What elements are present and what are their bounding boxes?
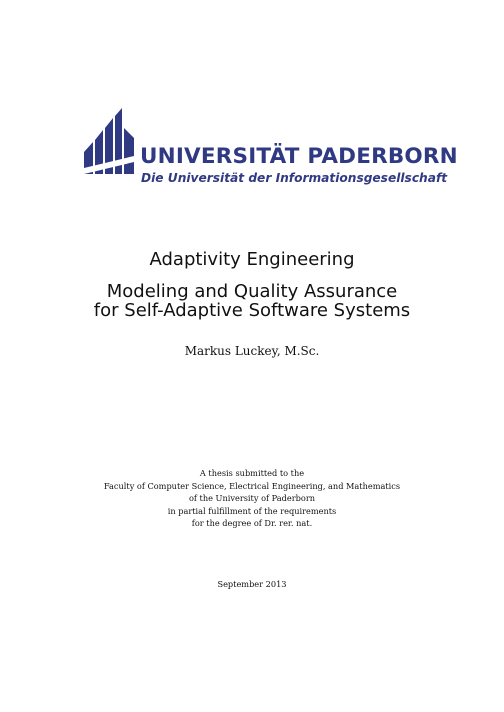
statement-line: Faculty of Computer Science, Electrical Engineering, and Mathematics (103, 480, 401, 491)
author-name: Markus Luckey, M.Sc. (184, 344, 320, 358)
university-emblem-icon (84, 108, 134, 174)
thesis-subtitle-line1: Modeling and Quality Assurance (106, 281, 398, 302)
university-logo (84, 108, 458, 192)
statement-line: A thesis submitted to the (199, 468, 305, 478)
university-tagline: Die Universität der Informationsgesellschaft (141, 171, 448, 185)
statement-line: in partial fulfillment of the requirements (167, 505, 337, 516)
university-name: UNIVERSITÄT PADERBORN (140, 144, 458, 169)
thesis-subtitle-line2: for Self-Adaptive Software Systems (93, 300, 411, 321)
statement-line: of the University of Paderborn (188, 493, 316, 504)
thesis-statement (0, 467, 504, 530)
submission-date: September 2013 (217, 579, 287, 589)
thesis-title: Adaptivity Engineering (149, 249, 355, 270)
statement-line: for the degree of Dr. rer. nat. (191, 518, 313, 529)
